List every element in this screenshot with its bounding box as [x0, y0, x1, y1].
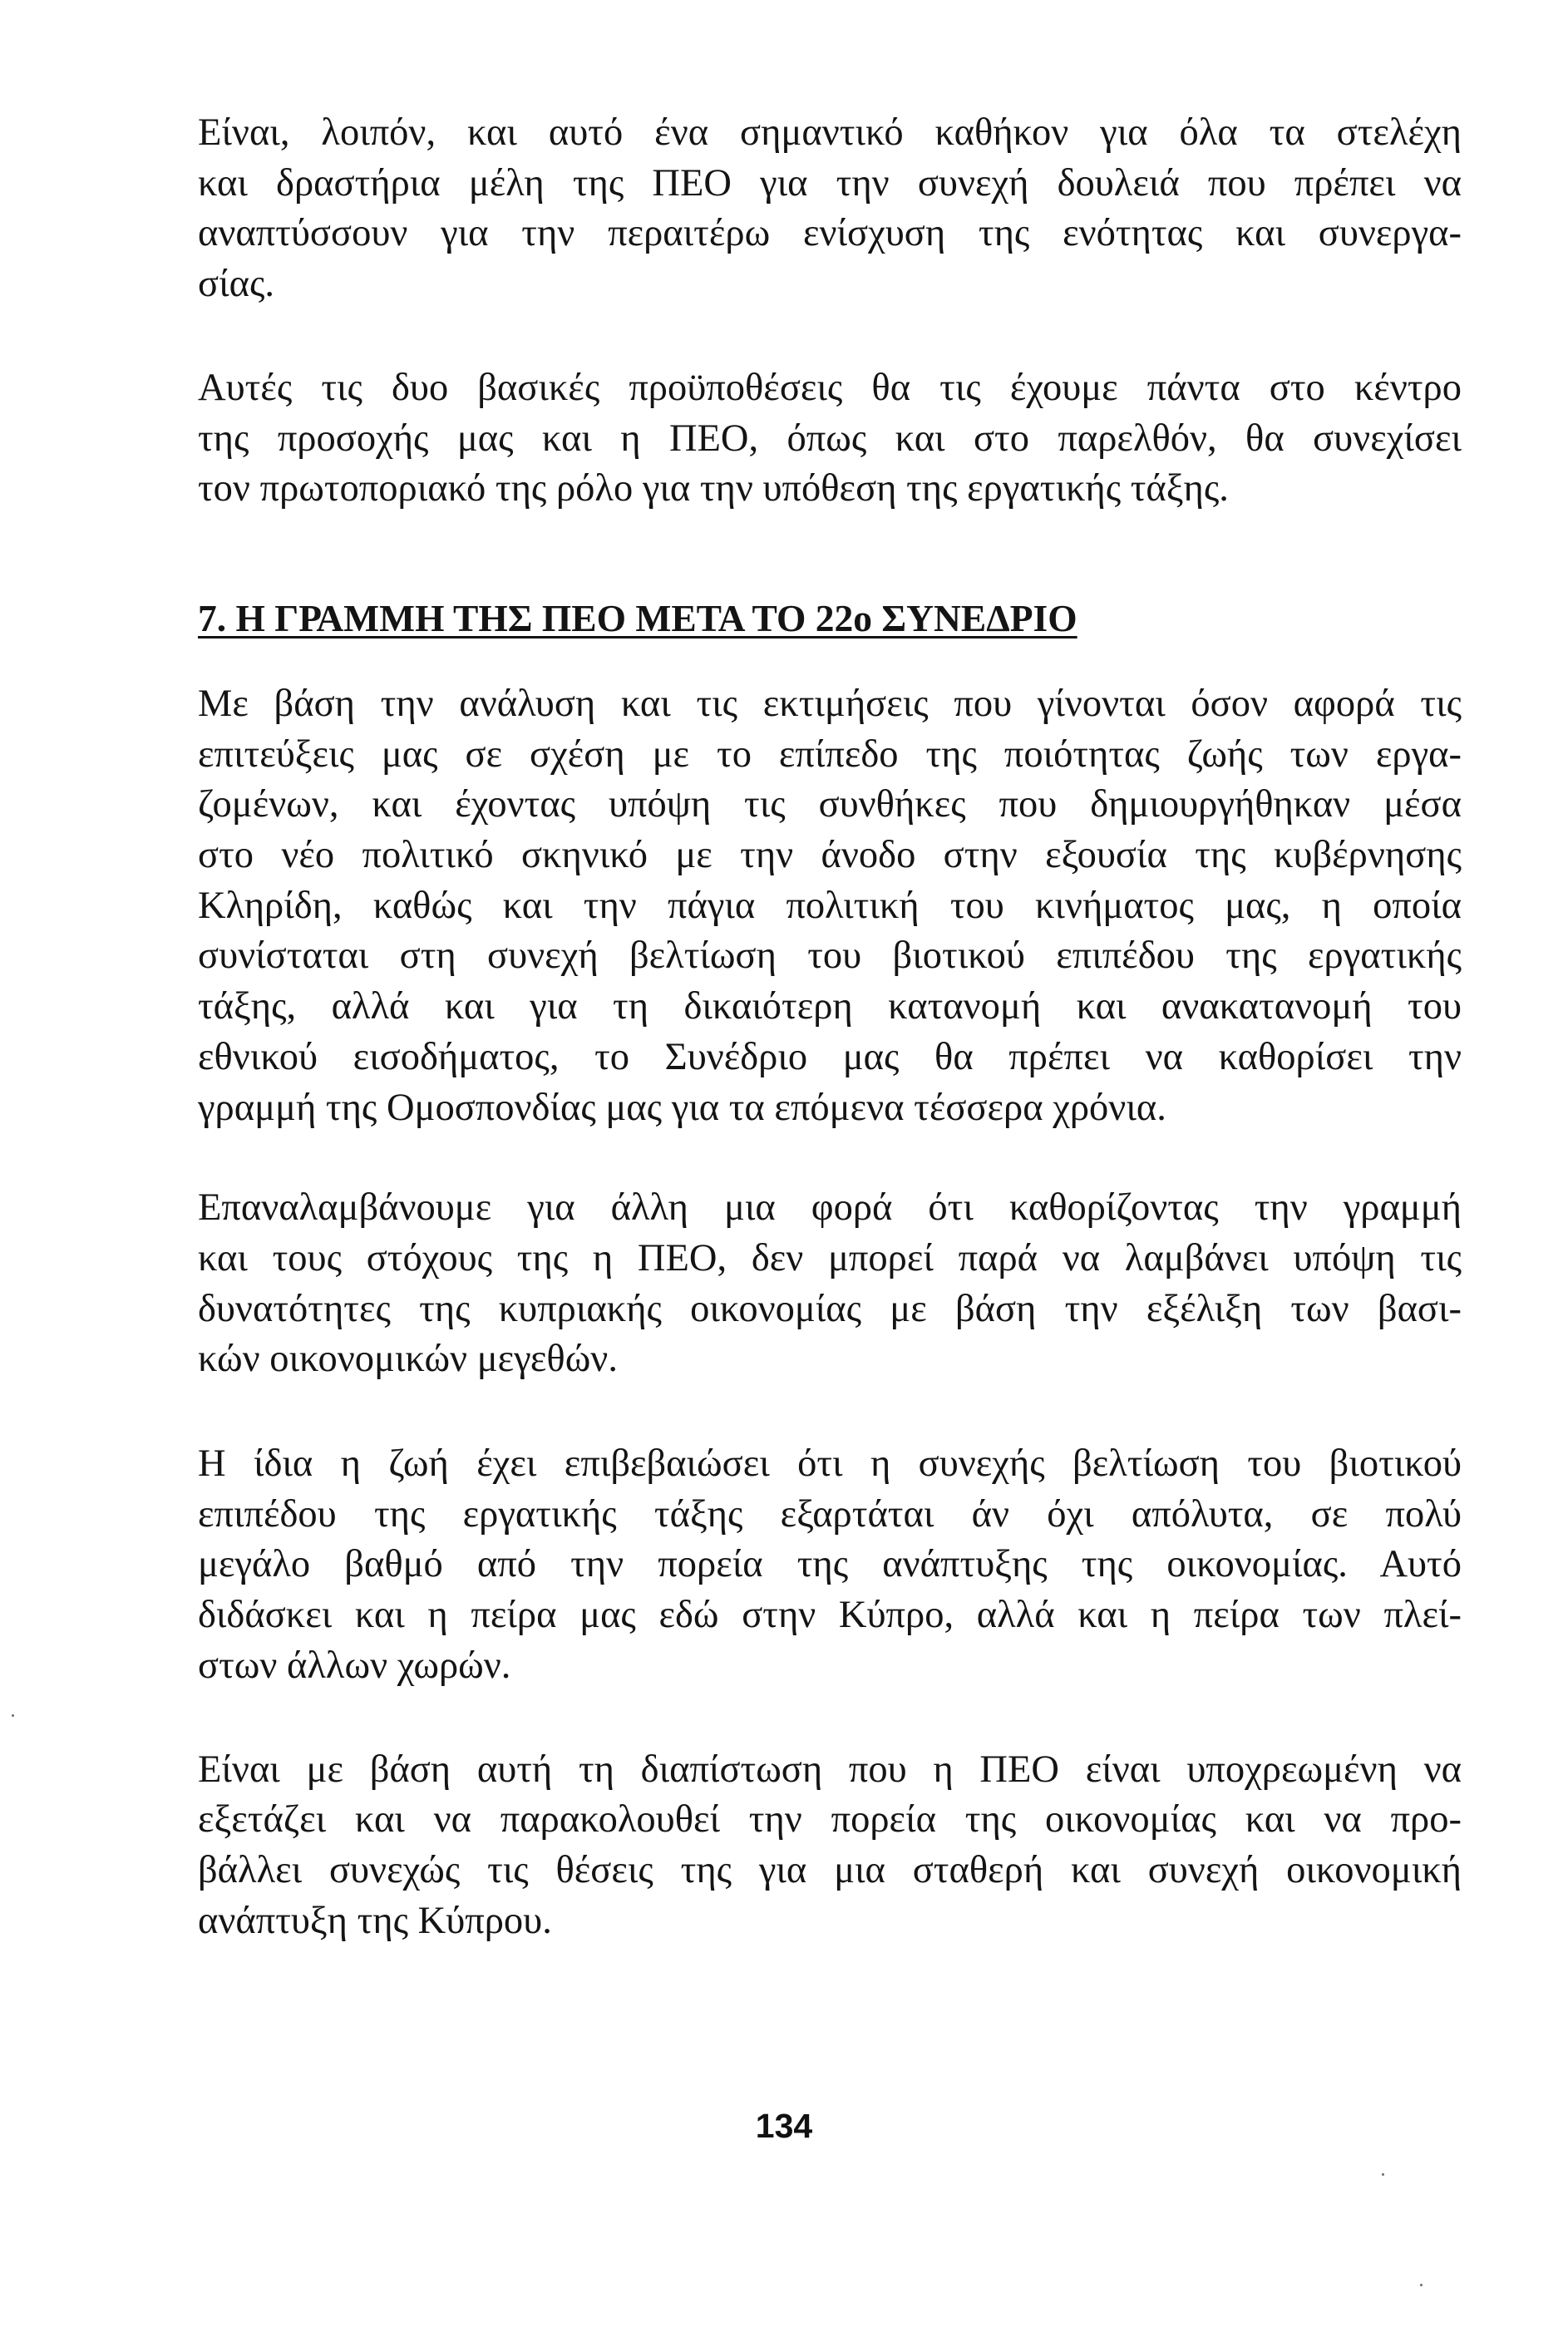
- text-line: σίας.: [198, 263, 274, 306]
- text-line: ανάπτυξη της Κύπρου.: [198, 1899, 552, 1942]
- text-line: συνίσταται στη συνεχή βελτίωση του βιοτικού επιπέδου της εργατικής: [198, 934, 1462, 978]
- text-line: Η ίδια η ζωή έχει επιβεβαιώσει ότι η συνεχής βελτίωση του βιοτικού: [198, 1442, 1462, 1486]
- text-line: εξετάζει και να παρακολουθεί την πορεία της οικονομίας και να προ-: [198, 1798, 1462, 1842]
- text-line: Κληρίδη, καθώς και την πάγια πολιτική του κινήματος μας, η οποία: [198, 884, 1462, 927]
- text-line: γραμμή της Ομοσπονδίας μας για τα επόμενα τέσσερα χρόνια.: [198, 1086, 1166, 1129]
- page-number: 134: [755, 2107, 813, 2145]
- text-line: μεγάλο βαθμό από την πορεία της ανάπτυξης της οικονομίας. Αυτό: [198, 1543, 1462, 1586]
- paragraph-restatement: [198, 1183, 1462, 1385]
- paragraph-experience: [198, 1439, 1462, 1692]
- text-line: Επαναλαμβάνουμε για άλλη μια φορά ότι καθορίζοντας την γραμμή: [198, 1186, 1462, 1230]
- scan-speck: [1420, 2284, 1423, 2286]
- page-body: [198, 108, 1462, 1946]
- text-line: κών οικονομικών μεγεθών.: [198, 1338, 618, 1381]
- paragraph-analysis: [198, 679, 1462, 1133]
- scan-speck: [1382, 2173, 1384, 2176]
- scan-speck: [12, 1714, 14, 1717]
- text-line: στων άλλων χωρών.: [198, 1644, 511, 1687]
- text-line: επιπέδου της εργατικής τάξης εξαρτάται άν όχι απόλυτα, σε πολύ: [198, 1492, 1462, 1536]
- text-line: Αυτές τις δυο βασικές προϋποθέσεις θα τις έχουμε πάντα στο κέντρο: [198, 366, 1462, 409]
- text-line: διδάσκει και η πείρα μας εδώ στην Κύπρο, αλλά και η πείρα των πλεί-: [198, 1594, 1462, 1637]
- text-line: αναπτύσσουν για την περαιτέρω ενίσχυση της ενότητας και συνεργα-: [198, 212, 1462, 255]
- text-line: εθνικού εισοδήματος, το Συνέδριο μας θα πρέπει να καθορίσει την: [198, 1035, 1462, 1078]
- text-line: Είναι με βάση αυτή τη διαπίστωση που η ΠΕΟ είναι υποχρεωμένη να: [198, 1748, 1462, 1791]
- text-line: ζομένων, και έχοντας υπόψη τις συνθήκες που δημιουργήθηκαν μέσα: [198, 783, 1462, 826]
- section-heading: 7. Η ΓΡΑΜΜΗ ΤΗΣ ΠΕΟ ΜΕΤΑ ΤΟ 22ο ΣΥΝΕΔΡΙΟ: [198, 596, 1077, 639]
- paragraph-preconditions: [198, 363, 1462, 515]
- text-line: της προσοχής μας και η ΠΕΟ, όπως και στο παρελθόν, θα συνεχίσει: [198, 417, 1462, 460]
- text-line: Είναι, λοιπόν, και αυτό ένα σημαντικό καθήκον για όλα τα στελέχη: [198, 111, 1462, 154]
- text-line: τάξης, αλλά και για τη δικαιότερη κατανομή και ανακατανομή του: [198, 985, 1462, 1028]
- text-line: δυνατότητες της κυπριακής οικονομίας με βάση την εξέλιξη των βασι-: [198, 1287, 1462, 1330]
- text-line: βάλλει συνεχώς τις θέσεις της για μια σταθερή και συνεχή οικονομική: [198, 1848, 1462, 1891]
- text-line: στο νέο πολιτικό σκηνικό με την άνοδο στην εξουσία της κυβέρνησης: [198, 834, 1462, 877]
- text-line: επιτεύξεις μας σε σχέση με το επίπεδο της ποιότητας ζωής των εργα-: [198, 732, 1462, 776]
- text-line: Με βάση την ανάλυση και τις εκτιμήσεις που γίνονται όσον αφορά τις: [198, 682, 1462, 725]
- text-line: τον πρωτοποριακό της ρόλο για την υπόθεση της εργατικής τάξης.: [198, 467, 1229, 510]
- paragraph-cadre-duty: [198, 108, 1462, 310]
- paragraph-economy: [198, 1745, 1462, 1947]
- text-line: και δραστήρια μέλη της ΠΕΟ για την συνεχή δουλειά που πρέπει να: [198, 161, 1462, 205]
- text-line: και τους στόχους της η ΠΕΟ, δεν μπορεί παρά να λαμβάνει υπόψη τις: [198, 1236, 1462, 1279]
